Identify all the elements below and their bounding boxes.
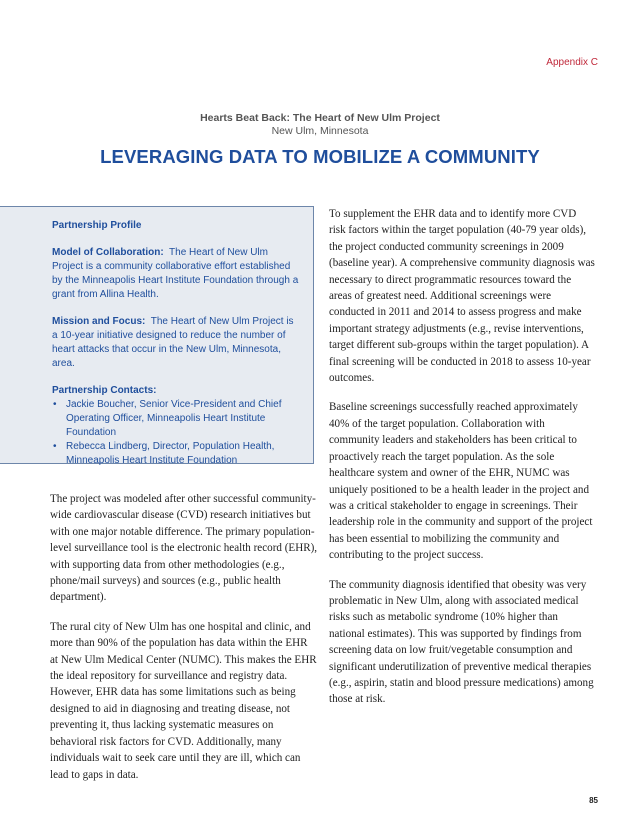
page-title: LEVERAGING DATA TO MOBILIZE A COMMUNITY [100,146,540,167]
contact-item: • Jackie Boucher, Senior Vice-President and Chief Operating Officer, Minneapolis Heart Institute Foundation [52,398,300,440]
page-number: 85 [589,796,598,805]
project-location: New Ulm, Minnesota [271,125,369,137]
mission-and-focus [52,315,300,371]
profile-heading: Partnership Profile [52,220,142,231]
model-of-collaboration [52,246,300,302]
right-column [329,206,595,721]
contacts-label: Partnership Contacts: [52,385,157,396]
partnership-profile-box [0,206,314,464]
model-text: The Heart of New Ulm Project is a community collaborative effort established by the Minneapolis Heart Institute Foundation through a grant from Allina Health. [52,247,299,300]
contact-item: • Rebecca Lindberg, Director, Population Health, Minneapolis Heart Institute Foundation [52,440,300,468]
partnership-profile-content [52,219,300,468]
body-paragraph: The project was modeled after other successful community-wide cardiovascular disease (CVD) research initiatives but with one major notable difference. The primary population-level surveillance tool is the electronic health record (EHR), with supporting data from other methodologies (e.g., phone/mail surveys) and sources (e.g., public health department). [50,493,318,604]
body-paragraph: The community diagnosis identified that obesity was very problematic in New Ulm, along with associated medical risks such as metabolic syndrome (10% higher than national estimates). This was supported by findings from screening data on low fruit/vegetable consumption and significant underutilization of preventive medical therapies (e.g., aspirin, statin and blood pressure medications) among those at risk. [329,578,594,706]
left-column [50,491,318,796]
project-subtitle: Hearts Beat Back: The Heart of New Ulm Project [200,112,440,124]
model-label: Model of Collaboration: [52,247,164,258]
mission-text: The Heart of New Ulm Project is a 10-year initiative designed to reduce the number of heart attacks that occur in the New Ulm, Minnesota, area. [52,316,294,369]
body-paragraph: The rural city of New Ulm has one hospital and clinic, and more than 90% of the population has data within the EHR at New Ulm Medical Center (NUMC). This makes the EHR the ideal repository for surveillance and registry data. However, EHR data has some limitations such as being designed to aid in diagnosing and treating disease, not preventing it, thus lacking systematic measures on behavioral risk factors for CVD. Additionally, many individuals wait to seek care until they are ill, which can lead to gaps in data. [50,620,317,781]
mission-label: Mission and Focus: [52,316,146,327]
contacts-list [52,398,300,468]
body-paragraph: Baseline screenings successfully reached approximately 40% of the target population. Collaboration with community leaders and stakeholders has been critical to proactively reach the target population. As the sole healthcare system and owner of the EHR, NUMC was uniquely positioned to be a health leader in the project and was a critical stakeholder to engage in screenings. Their leadership role in the community and support of the project has been essential to mobilizing the community and contributing to the project success. [329,401,593,562]
body-paragraph: To supplement the EHR data and to identify more CVD risk factors within the target population (40-79 year olds), the project conducted community screenings in 2009 (baseline year). A comprehensive community diagnosis was necessary to direct programmatic resources toward the areas of greatest need. Additional screenings were conducted in 2011 and 2014 to assess progress and make important strategy adjustments (e.g., revise interventions, target different sub-groups within the target population). A final screening will be conducted in 2018 to assess 10-year outcomes. [329,208,595,385]
appendix-label: Appendix C [546,57,598,68]
